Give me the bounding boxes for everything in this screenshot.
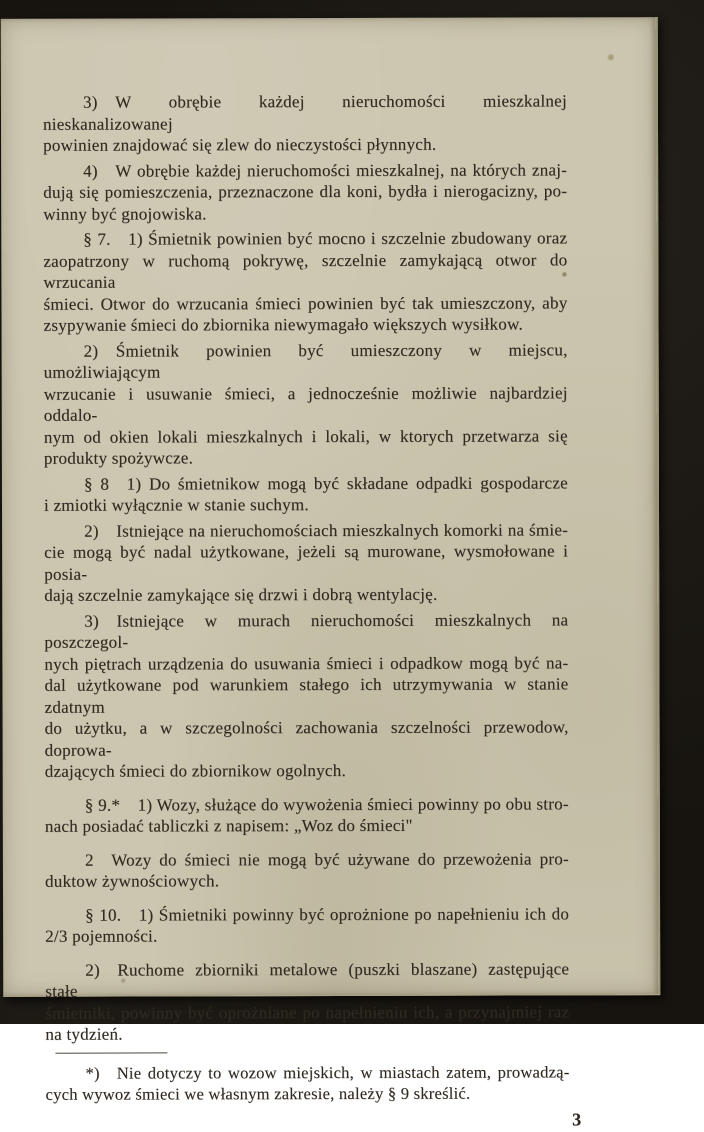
paragraph (44, 519, 568, 606)
text-line: zsypywanie śmieci do zbiornika niewymagało większych wysiłkow. (43, 314, 523, 335)
text-line: cie mogą być nadal użytkowane, jeżeli są murowane, wysmołowane i posia- (44, 541, 569, 584)
text-line: na tydzień. (45, 1024, 123, 1044)
text-line: dzających śmieci do zbiornikow ogolnych. (44, 760, 346, 781)
text-line: 2) Ruchome zbiorniki metalowe (puszki blaszane) zastępujące stałe (45, 958, 570, 1001)
text-line: powinien znajdować się zlew do nieczystości płynnych. (43, 134, 437, 155)
text-line: i zmiotki wyłącznie w stanie suchym. (43, 495, 309, 515)
text-line: 2) Istniejące na nieruchomościach mieszkalnych komorki na śmie- (84, 519, 569, 541)
text-line: nych piętrach urządzenia do usuwania śmieci i odpadkow mogą być na- (44, 652, 569, 674)
text-line: 3) Istniejące w murach nieruchomości mieszkalnych na poszczegol- (44, 609, 569, 652)
text-line: § 8 1) Do śmietnikow mogą być składane odpadki gospodarcze (83, 472, 568, 494)
scanned-page (1, 17, 661, 1129)
paragraph (44, 609, 568, 782)
text-line: śmieci. Otwor do wrzucania śmieci powinien być tak umieszczony, aby (43, 292, 568, 314)
text-line: produkty spożywcze. (43, 448, 194, 468)
text-line: do użytku, a w szczegolności zachowania szczelności przewodow, doprowa- (44, 717, 569, 760)
page-text (42, 90, 582, 1131)
text-line: 2/3 pojemności. (45, 926, 158, 946)
text-line: śmietniki, powinny być oprożniane po napełnieniu ich, a przynajmiej raz (45, 1001, 570, 1023)
text-line: dal użytkowane pod warunkiem stałego ich utrzymywania w stanie zdatnym (44, 674, 569, 717)
paragraph (44, 472, 568, 516)
text-line: dają szczelnie zamykające się drzwi i dobrą wentylację. (44, 584, 438, 605)
footnote-rule (55, 1052, 167, 1053)
text-line: § 7. 1) Śmietnik powinien być mocno i szczelnie zbudowany oraz (83, 228, 568, 249)
paragraph (45, 903, 569, 947)
text-line: 3) W obrębie każdej nieruchomości mieszkalnej nieskanalizowanej (42, 91, 567, 134)
text-line: winny być gnojowiska. (43, 203, 207, 224)
text-line: cych wywoz śmieci we własnym zakresie, należy § 9 skreślić. (45, 1083, 471, 1104)
text-line: dują się pomieszczenia, przeznaczone dla koni, bydła i nierogacizny, po- (43, 181, 568, 202)
text-line: 4) W obrębie każdej nieruchomości mieszkalnej, na których znaj- (83, 159, 568, 181)
text-line: 2) Śmietnik powinien być umieszczony w miejscu, umożliwiającym (43, 339, 568, 382)
paragraph (43, 90, 567, 156)
text-line: 2 Wozy do śmieci nie mogą być używane do przewożenia pro- (84, 848, 569, 870)
paragraph (45, 793, 569, 837)
paragraph (43, 159, 567, 225)
paragraph (44, 339, 568, 469)
text-line: *) Nie dotyczy to wozow miejskich, w miastach zatem, prowadzą- (85, 1061, 570, 1083)
text-line: nach posiadać tabliczki z napisem: „Woz do śmieci" (44, 815, 413, 836)
footnote (45, 1061, 569, 1105)
paragraph (45, 848, 569, 892)
text-line: duktow żywnościowych. (44, 871, 220, 891)
page-number: 3 (572, 1108, 582, 1129)
paragraph (45, 958, 569, 1045)
paragraph (43, 227, 567, 336)
text-line: wrzucanie i usuwanie śmieci, a jednocześnie możliwie najbardziej oddalo- (43, 382, 568, 425)
text-line: nym od okien lokali mieszkalnych i lokali, w ktorych przetwarza się (43, 425, 568, 447)
text-line: § 9.* 1) Wozy, służące do wywożenia śmieci powinny po obu stro- (84, 793, 569, 815)
text-line: zaopatrzony w ruchomą pokrywę, szczelnie zamykającą otwor do wrzucania (43, 249, 568, 292)
text-line: § 10. 1) Śmietniki powinny być oprożnione po napełnieniu ich do (85, 903, 570, 925)
